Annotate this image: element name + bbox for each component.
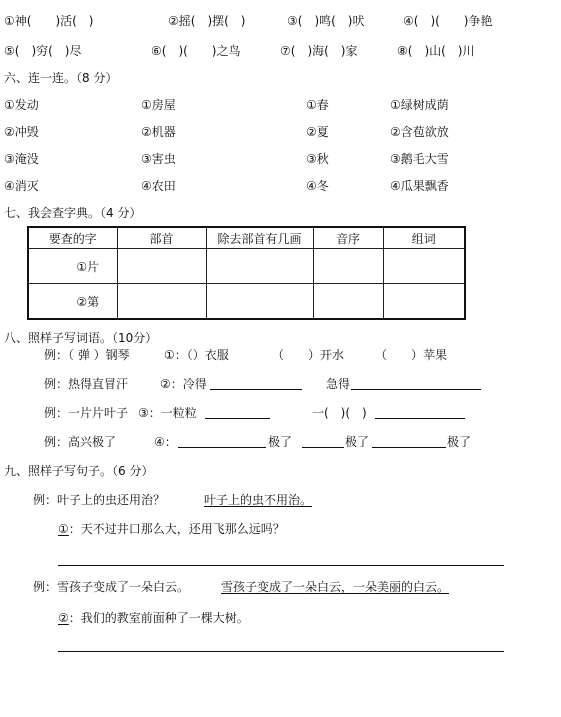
table-cell-char: ②第 <box>28 284 117 320</box>
question-2-b: 急得 <box>326 377 351 391</box>
sentence-question-1 <box>58 522 285 536</box>
answer-blank[interactable] <box>205 418 270 419</box>
match-item[interactable]: ④瓜果飘香 <box>390 179 449 193</box>
sentence-example-1-answer: 叶子上的虫不用治。 <box>204 493 313 507</box>
question-number: ② <box>58 611 69 625</box>
table-cell-input[interactable] <box>117 249 206 284</box>
table-cell-input[interactable] <box>206 284 313 320</box>
section8-heading: 八、照样子写词语。（10分） <box>4 331 158 345</box>
question-3: ③：一粒粒 <box>138 406 197 420</box>
question-4: ④： <box>154 435 177 449</box>
match-item[interactable]: ③害虫 <box>141 152 176 166</box>
match-item[interactable]: ④消灭 <box>4 179 39 193</box>
question-1-b[interactable]: （ ）开水 <box>272 348 345 362</box>
question-4-c: 极了 <box>345 435 370 449</box>
question-1: ①：（）衣服 <box>164 348 229 362</box>
dictionary-table <box>27 226 466 320</box>
table-cell-char: ①片 <box>28 249 117 284</box>
idiom-5: ⑤( )穷( )尽 <box>4 44 82 58</box>
match-item[interactable]: ②含苞欲放 <box>390 125 449 139</box>
table-header: 音序 <box>313 227 383 249</box>
idiom-6: ⑥( )( )之鸟 <box>151 44 241 58</box>
table-row <box>28 284 465 320</box>
match-item[interactable]: ①发动 <box>4 98 39 112</box>
question-4-b: 极了 <box>268 435 293 449</box>
match-item[interactable]: ④农田 <box>141 179 176 193</box>
answer-line[interactable] <box>58 565 504 566</box>
section9-heading: 九、照样子写句子。（6 分） <box>4 464 154 478</box>
answer-blank[interactable] <box>178 447 266 448</box>
question-number: ① <box>58 522 69 536</box>
answer-blank[interactable] <box>372 447 446 448</box>
idiom-8: ⑧( )山( )川 <box>397 44 475 58</box>
table-header: 部首 <box>117 227 206 249</box>
sentence-example-1: 例：叶子上的虫还用治？ <box>33 493 166 507</box>
table-cell-input[interactable] <box>383 284 465 320</box>
answer-blank[interactable] <box>351 389 481 390</box>
section6-heading: 六、连一连。（8 分） <box>4 71 118 85</box>
match-item[interactable]: ②机器 <box>141 125 176 139</box>
match-item[interactable]: ②冲毁 <box>4 125 39 139</box>
sentence-question-2 <box>58 611 249 625</box>
section7-heading: 七、我会查字典。（4 分） <box>4 206 142 220</box>
match-item[interactable]: ①房屋 <box>141 98 176 112</box>
question-4-d: 极了 <box>447 435 472 449</box>
table-cell-input[interactable] <box>206 249 313 284</box>
table-cell-input[interactable] <box>117 284 206 320</box>
idiom-4: ④( )( )争艳 <box>403 14 493 28</box>
example-line-1: 例：（ 弹 ）钢琴 <box>44 348 130 362</box>
table-header-row <box>28 227 465 249</box>
answer-blank[interactable] <box>302 447 344 448</box>
idiom-2: ②摇( )摆( ) <box>168 14 246 28</box>
table-cell-input[interactable] <box>313 284 383 320</box>
table-cell-input[interactable] <box>313 249 383 284</box>
question-3-b[interactable]: 一( )( ) <box>312 406 367 420</box>
idiom-1: ①神( )活( ) <box>4 14 94 28</box>
example-line-2: 例：热得直冒汗 <box>44 377 129 391</box>
answer-blank[interactable] <box>375 418 465 419</box>
match-item[interactable]: ①春 <box>306 98 329 112</box>
example-line-4: 例：高兴极了 <box>44 435 117 449</box>
match-item[interactable]: ④冬 <box>306 179 329 193</box>
sentence-example-2: 例：雪孩子变成了一朵白云。 <box>33 580 190 594</box>
table-header: 要查的字 <box>28 227 117 249</box>
question-text: ：天不过井口那么大，还用飞那么远吗？ <box>68 522 285 536</box>
question-1-c[interactable]: （ ）苹果 <box>375 348 448 362</box>
table-header: 组词 <box>383 227 465 249</box>
match-item[interactable]: ③淹没 <box>4 152 39 166</box>
match-item[interactable]: ③秋 <box>306 152 329 166</box>
idiom-3: ③( )鸣( )吠 <box>287 14 365 28</box>
sentence-example-2-answer: 雪孩子变成了一朵白云，一朵美丽的白云。 <box>221 580 450 594</box>
question-text: ：我们的教室前面种了一棵大树。 <box>68 611 249 625</box>
table-cell-input[interactable] <box>383 249 465 284</box>
match-item[interactable]: ③鹅毛大雪 <box>390 152 449 166</box>
answer-blank[interactable] <box>210 389 302 390</box>
example-line-3: 例：一片片叶子 <box>44 406 129 420</box>
match-item[interactable]: ①绿树成荫 <box>390 98 449 112</box>
table-row <box>28 249 465 284</box>
question-2: ②：冷得 <box>160 377 207 391</box>
match-item[interactable]: ②夏 <box>306 125 329 139</box>
answer-line[interactable] <box>58 651 504 652</box>
table-header: 除去部首有几画 <box>206 227 313 249</box>
idiom-7: ⑦( )海( )家 <box>280 44 358 58</box>
